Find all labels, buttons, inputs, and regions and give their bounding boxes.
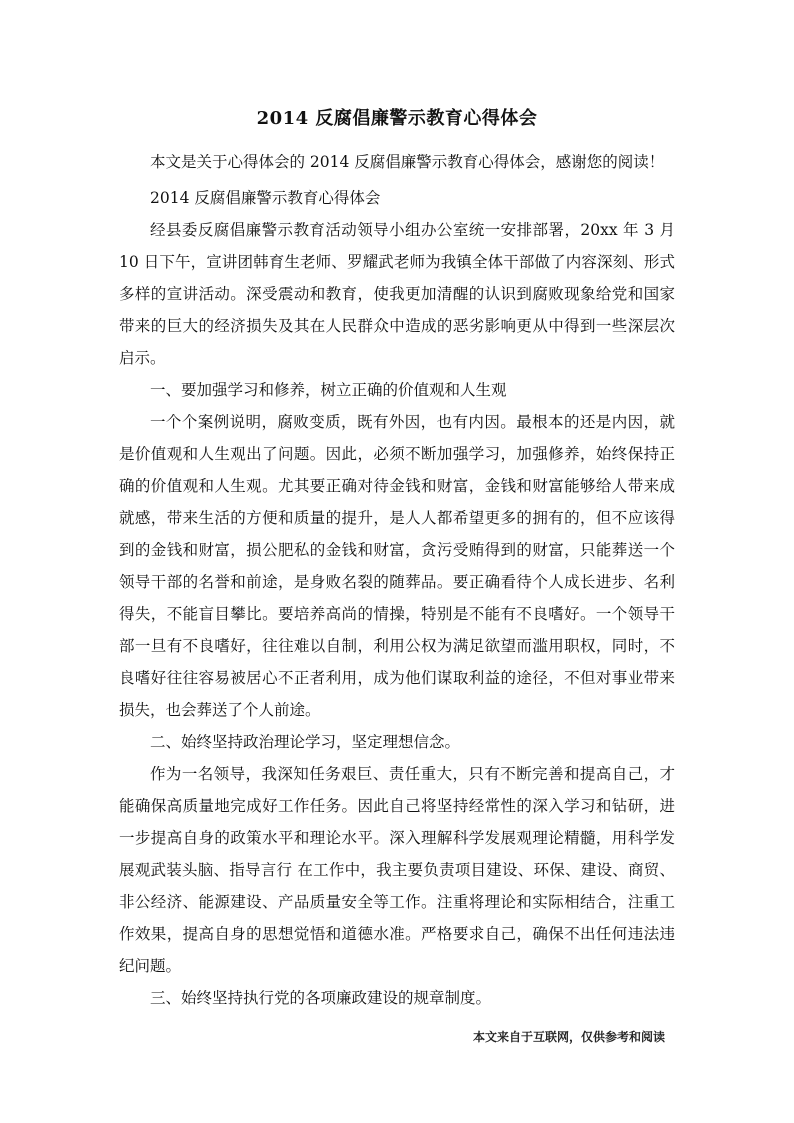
body-paragraph: 作为一名领导，我深知任务艰巨、责任重大，只有不断完善和提高自己，才能确保高质量地完成好工作任务。因此自己将坚持经常性的深入学习和钻研，进一步提高自身的政策水平和理论水平。深入理解科学发展观理论精髓，用科学发展观武装头脑、指导言行 在工作中，我主要负责项目建设、环保、建设、商贸、非公经济、能源建设、产品质量安全等工作。注重将理论和实际相结合，注重工作效果，提高自身的思想觉悟和道德水准。严格要求自己，确保不出任何违法违纪问题。: [119, 765, 675, 975]
document-title: 2014 反腐倡廉警示教育心得体会: [256, 108, 538, 129]
intro-paragraph: 本文是关于心得体会的 2014 反腐倡廉警示教育心得体会，感谢您的阅读！: [150, 153, 665, 171]
document-body: [119, 146, 675, 1014]
subtitle-paragraph: 2014 反腐倡廉警示教育心得体会: [150, 189, 381, 207]
footer-note: 本文来自于互联网，仅供参考和阅读: [472, 1030, 665, 1044]
section-heading: 一、要加强学习和修养，树立正确的价值观和人生观: [150, 381, 507, 399]
body-paragraph: 经县委反腐倡廉警示教育活动领导小组办公室统一安排部署，20xx 年 3 月 10 日下午，宣讲团韩育生老师、罗耀武老师为我镇全体干部做了内容深刻、形式多样的宣讲活动。深受震动和教育，使我更加清醒的认识到腐败现象给党和国家带来的巨大的经济损失及其在人民群众中造成的恶劣影响更从中得到一些深层次启示。: [119, 221, 675, 367]
body-paragraph: 一个个案例说明，腐败变质，既有外因，也有内因。最根本的还是内因，就是价值观和人生观出了问题。因此，必须不断加强学习，加强修养，始终保持正确的价值观和人生观。尤其要正确对待金钱和财富，金钱和财富能够给人带来成就感，带来生活的方便和质量的提升，是人人都希望更多的拥有的，但不应该得到的金钱和财富，损公肥私的金钱和财富，贪污受贿得到的财富，只能葬送一个领导干部的名誉和前途，是身败名裂的随葬品。要正确看待个人成长进步、名利得失，不能盲目攀比。要培养高尚的情操，特别是不能有不良嗜好。一个领导干部一旦有不良嗜好，往往难以自制，利用公权为满足欲望而滥用职权，同时，不良嗜好往往容易被居心不正者利用，成为他们谋取利益的途径，不但对事业带来损失，也会葬送了个人前途。: [119, 413, 675, 719]
section-heading: 二、始终坚持政治理论学习，坚定理想信念。: [150, 733, 461, 751]
section-heading: 三、始终坚持执行党的各项廉政建设的规章制度。: [150, 989, 492, 1007]
